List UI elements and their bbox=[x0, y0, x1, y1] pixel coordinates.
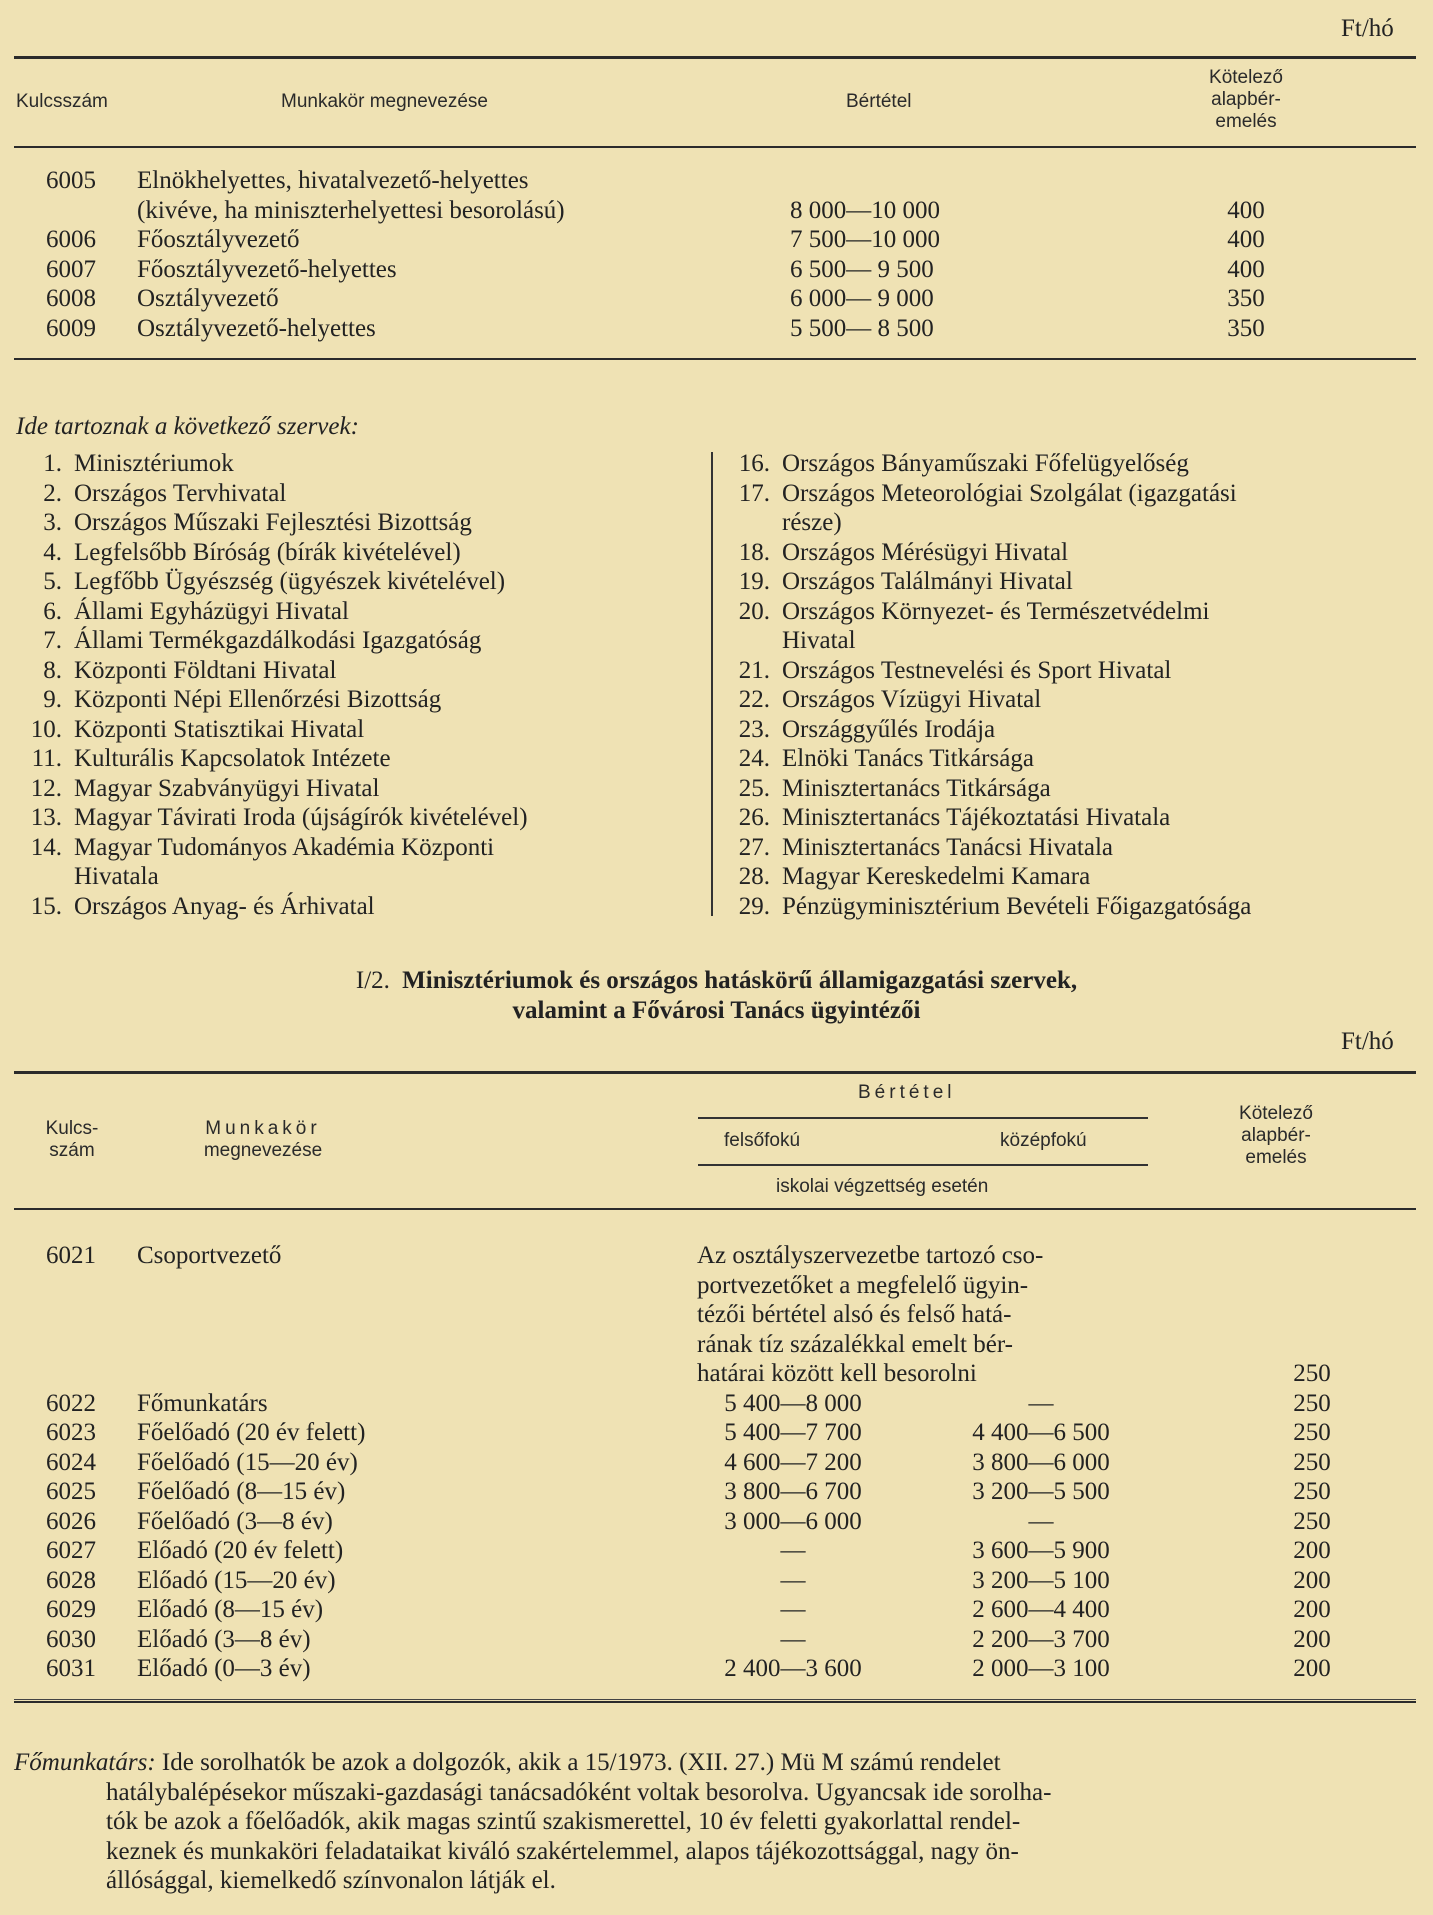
org-name: Országos Vízügyi Hivatal bbox=[782, 686, 1042, 713]
raise-cell: 250 bbox=[1293, 1419, 1331, 1446]
org-number: 26. bbox=[738, 804, 770, 831]
table2-header-code-line: szám bbox=[49, 1140, 95, 1161]
footnote-line: állósággal, kiemelkedő színvonalon látják el. bbox=[106, 1867, 556, 1894]
unit-label-top: Ft/hó bbox=[1341, 15, 1394, 42]
org-list-item bbox=[18, 774, 379, 804]
org-number: 3. bbox=[43, 509, 62, 536]
job-cell: Főelőadó (8—15 év) bbox=[137, 1478, 346, 1505]
table2-header-raise-line: Kötelező bbox=[1239, 1103, 1313, 1124]
footnote-term: Főmunkatárs: bbox=[14, 1749, 156, 1776]
secondary-education-salary-cell: 3 800—6 000 bbox=[972, 1448, 1110, 1476]
orgs-heading: Ide tartoznak a következő szervek: bbox=[16, 413, 359, 440]
job-cell: Csoportvezető bbox=[137, 1242, 282, 1269]
table2-salary-rule bbox=[698, 1117, 1148, 1119]
org-name: Pénzügyminisztérium Bevételi Főigazgatósága bbox=[782, 892, 1252, 920]
raise-cell: 250 bbox=[1293, 1389, 1331, 1417]
table2-header-code bbox=[22, 1118, 122, 1162]
table2-header-rule bbox=[14, 1208, 1416, 1210]
code-cell: 6005 bbox=[46, 167, 96, 194]
org-number: 22. bbox=[738, 686, 770, 713]
table1-header-salary: Bértétel bbox=[846, 91, 912, 112]
org-number: 18. bbox=[738, 538, 770, 566]
footnote bbox=[14, 1748, 1001, 1778]
secondary-education-salary-cell: 3 200—5 500 bbox=[972, 1478, 1110, 1505]
table2-education-rule bbox=[698, 1164, 1148, 1166]
higher-education-salary-cell: 5 400—8 000 bbox=[724, 1389, 862, 1417]
raise-cell: 350 bbox=[1227, 285, 1265, 312]
table1-bottom-rule bbox=[14, 358, 1416, 360]
raise-cell: 200 bbox=[1293, 1625, 1331, 1653]
org-list-item bbox=[18, 833, 494, 863]
table1-header-raise-line: Kötelező bbox=[1209, 67, 1283, 88]
org-name: Országgyűlés Irodája bbox=[782, 715, 996, 743]
org-name: Kulturális Kapcsolatok Intézete bbox=[74, 745, 391, 772]
salary-cell: 5 500— 8 500 bbox=[790, 314, 934, 342]
org-name: Legfelsőbb Bíróság (bírák kivételével) bbox=[74, 538, 461, 566]
table-row bbox=[0, 1654, 1433, 1684]
table-row bbox=[0, 1389, 1433, 1419]
org-list-item bbox=[18, 626, 481, 656]
job-cell: Előadó (15—20 év) bbox=[137, 1566, 336, 1594]
table2-header-secondary: középfokú bbox=[1000, 1130, 1087, 1151]
org-name: Magyar Tudományos Akadémia Központi bbox=[74, 833, 495, 861]
org-name: Minisztertanács Tanácsi Hivatala bbox=[782, 833, 1113, 861]
org-list-item bbox=[18, 685, 441, 715]
org-name: Legfőbb Ügyészség (ügyészek kivételével) bbox=[74, 568, 506, 595]
code-cell: 6030 bbox=[46, 1625, 96, 1653]
job-cell: Előadó (20 év felett) bbox=[137, 1537, 344, 1564]
org-number: 21. bbox=[738, 656, 770, 684]
org-list-item bbox=[726, 597, 1209, 627]
table-row bbox=[0, 1477, 1433, 1507]
job-cell: Előadó (8—15 év) bbox=[137, 1596, 324, 1623]
org-number: 5. bbox=[43, 568, 62, 595]
table2-header-higher: felsőfokú bbox=[724, 1130, 801, 1151]
table-row bbox=[0, 1595, 1433, 1625]
org-name: Minisztériumok bbox=[74, 450, 234, 477]
org-list-item bbox=[726, 833, 1113, 863]
secondary-education-salary-cell: 3 600—5 900 bbox=[972, 1537, 1110, 1564]
raise-cell: 400 bbox=[1227, 255, 1265, 283]
job-cell: Főosztályvezető bbox=[137, 226, 300, 253]
job-cell: Osztályvezető-helyettes bbox=[137, 314, 376, 342]
org-number: 27. bbox=[738, 833, 770, 861]
table1-header-raise bbox=[1176, 67, 1316, 133]
org-list-item bbox=[726, 479, 1237, 509]
org-number: 24. bbox=[738, 745, 770, 772]
table-row bbox=[0, 1507, 1433, 1537]
org-number: 23. bbox=[738, 715, 770, 743]
table-row bbox=[0, 255, 1433, 285]
code-cell: 6029 bbox=[46, 1596, 96, 1623]
raise-cell: 250 bbox=[1293, 1448, 1331, 1476]
secondary-education-salary-cell: — bbox=[1028, 1389, 1054, 1417]
code-cell: 6021 bbox=[46, 1242, 96, 1269]
org-list-item bbox=[18, 449, 234, 479]
job-cell: Előadó (0—3 év) bbox=[137, 1655, 311, 1682]
code-cell: 6007 bbox=[46, 255, 96, 283]
table2-note-raise: 250 bbox=[1293, 1360, 1331, 1387]
table2-header-job-line: Munkakör bbox=[205, 1118, 321, 1139]
table-row bbox=[0, 314, 1433, 344]
secondary-education-salary-cell: 2 600—4 400 bbox=[972, 1596, 1110, 1623]
table-row bbox=[0, 284, 1433, 314]
table1-header-rule bbox=[14, 146, 1416, 148]
note-line: rának tíz százalékkal emelt bér- bbox=[697, 1330, 1013, 1358]
raise-cell: 200 bbox=[1293, 1537, 1331, 1564]
job-cell: Főosztályvezető-helyettes bbox=[137, 255, 397, 283]
code-cell: 6006 bbox=[46, 226, 96, 253]
org-list-item bbox=[18, 567, 505, 597]
org-name: Országos Tervhivatal bbox=[74, 479, 287, 507]
org-number: 14. bbox=[30, 833, 62, 861]
org-number: 25. bbox=[738, 774, 770, 802]
higher-education-salary-cell: 3 000—6 000 bbox=[724, 1507, 862, 1535]
org-number: 7. bbox=[43, 627, 62, 654]
org-number: 28. bbox=[738, 863, 770, 890]
org-name: Országos Mérésügyi Hivatal bbox=[782, 538, 1069, 566]
table2-header-raise-line: emelés bbox=[1245, 1147, 1307, 1168]
org-number: 4. bbox=[43, 538, 62, 566]
table1-top-rule bbox=[14, 56, 1416, 59]
salary-cell: 6 000— 9 000 bbox=[790, 285, 934, 312]
secondary-education-salary-cell: 2 000—3 100 bbox=[972, 1655, 1110, 1682]
org-number: 17. bbox=[738, 479, 770, 507]
higher-education-salary-cell: — bbox=[780, 1566, 806, 1594]
org-number: 2. bbox=[43, 479, 62, 507]
org-list-item bbox=[18, 892, 375, 922]
org-name: Országos Meteorológiai Szolgálat (igazgatási bbox=[782, 479, 1237, 507]
org-number: 11. bbox=[31, 745, 62, 772]
table-row bbox=[0, 1566, 1433, 1596]
footnote-line: tók be azok a főelőadók, akik magas szintű szakismerettel, 10 év feletti gyakorlattal rendel- bbox=[106, 1808, 1021, 1835]
table1-header-code: Kulcsszám bbox=[16, 91, 108, 112]
table1-header-job: Munkakör megnevezése bbox=[281, 91, 488, 112]
code-cell: 6024 bbox=[46, 1448, 96, 1476]
raise-cell: 350 bbox=[1227, 314, 1265, 342]
raise-cell: 250 bbox=[1293, 1507, 1331, 1535]
org-name: Állami Termékgazdálkodási Igazgatóság bbox=[74, 627, 482, 654]
section2-title-line2: valamint a Fővárosi Tanács ügyintézői bbox=[512, 997, 921, 1024]
raise-cell: 400 bbox=[1227, 226, 1265, 253]
org-list-item bbox=[18, 715, 364, 745]
table2-top-rule bbox=[14, 1071, 1416, 1074]
job-cell: (kivéve, ha miniszterhelyettesi besorolású) bbox=[137, 196, 565, 224]
org-name: része) bbox=[782, 509, 842, 536]
org-list-item bbox=[18, 656, 336, 686]
table2-header-education: iskolai végzettség esetén bbox=[776, 1176, 989, 1197]
job-cell: Főelőadó (3—8 év) bbox=[137, 1507, 333, 1535]
higher-education-salary-cell: — bbox=[780, 1596, 806, 1623]
org-list-item bbox=[726, 538, 1068, 568]
org-name: Magyar Kereskedelmi Kamara bbox=[782, 863, 1091, 890]
org-name: Hivatal bbox=[782, 627, 856, 654]
table2-header-job bbox=[178, 1118, 348, 1162]
note-line: tézői bértétel alsó és felső hatá- bbox=[697, 1301, 1012, 1328]
raise-cell: 200 bbox=[1293, 1596, 1331, 1623]
org-list-item bbox=[18, 508, 472, 538]
code-cell: 6031 bbox=[46, 1655, 96, 1682]
raise-cell: 400 bbox=[1227, 196, 1265, 224]
org-number: 29. bbox=[738, 892, 770, 920]
org-name: Országos Bányaműszaki Főfelügyelőség bbox=[782, 450, 1189, 477]
higher-education-salary-cell: — bbox=[780, 1537, 806, 1564]
org-list-item bbox=[726, 862, 1090, 892]
footnote-line: hatálybalépésekor műszaki-gazdasági tanácsadóként voltak besorolva. Ugyancsak ide sorolha- bbox=[106, 1778, 1052, 1806]
org-list-item bbox=[18, 803, 528, 833]
table-row bbox=[0, 1448, 1433, 1478]
higher-education-salary-cell: 4 600—7 200 bbox=[724, 1448, 862, 1476]
org-name: Minisztertanács Titkársága bbox=[782, 774, 1051, 802]
org-number: 13. bbox=[30, 804, 62, 831]
org-name: Országos Műszaki Fejlesztési Bizottság bbox=[74, 509, 472, 536]
org-number: 10. bbox=[30, 715, 62, 743]
footnote-continuation bbox=[106, 1778, 1051, 1896]
orgs-column-divider bbox=[711, 452, 713, 916]
org-name: Elnöki Tanács Titkársága bbox=[782, 745, 1034, 772]
org-number: 9. bbox=[43, 686, 62, 713]
salary-cell: 6 500— 9 500 bbox=[790, 255, 934, 283]
note-line: portvezetőket a megfelelő ügyin- bbox=[697, 1271, 1029, 1299]
table-row bbox=[0, 1536, 1433, 1566]
salary-cell: 7 500—10 000 bbox=[790, 226, 940, 253]
table2-header-raise-line: alapbér- bbox=[1241, 1125, 1311, 1146]
code-cell: 6026 bbox=[46, 1507, 96, 1535]
table-row bbox=[0, 1418, 1433, 1448]
org-list-item bbox=[726, 744, 1034, 774]
org-list-item bbox=[18, 597, 349, 627]
higher-education-salary-cell: 5 400—7 700 bbox=[724, 1419, 862, 1446]
table-row bbox=[0, 166, 1433, 196]
org-number: 6. bbox=[43, 597, 62, 625]
org-list-item bbox=[18, 862, 159, 892]
table-row bbox=[0, 196, 1433, 226]
table-row bbox=[0, 1241, 1433, 1271]
raise-cell: 250 bbox=[1293, 1478, 1331, 1505]
org-list-item bbox=[18, 538, 461, 568]
org-name: Központi Földtani Hivatal bbox=[74, 656, 337, 684]
section2-number: I/2. bbox=[355, 967, 390, 994]
org-name: Magyar Szabványügyi Hivatal bbox=[74, 774, 380, 802]
org-number: 20. bbox=[738, 597, 770, 625]
org-name: Hivatala bbox=[74, 863, 159, 890]
table2-header-code-line: Kulcs- bbox=[45, 1118, 99, 1139]
table2-header-job-line: megnevezése bbox=[203, 1140, 323, 1161]
org-list-item bbox=[18, 479, 286, 509]
code-cell: 6028 bbox=[46, 1566, 96, 1594]
code-cell: 6009 bbox=[46, 314, 96, 342]
code-cell: 6022 bbox=[46, 1389, 96, 1417]
org-list-item bbox=[726, 715, 995, 745]
org-number: 15. bbox=[30, 892, 62, 920]
code-cell: 6025 bbox=[46, 1478, 96, 1505]
unit-label-section2: Ft/hó bbox=[1341, 1028, 1394, 1055]
table2-bottom-rule-extra bbox=[14, 1699, 1416, 1700]
org-name: Országos Anyag- és Árhivatal bbox=[74, 892, 375, 920]
org-name: Minisztertanács Tájékoztatási Hivatala bbox=[782, 804, 1171, 831]
org-name: Állami Egyházügyi Hivatal bbox=[74, 597, 349, 625]
org-list-item bbox=[726, 626, 856, 656]
org-number: 12. bbox=[30, 774, 62, 802]
org-name: Magyar Távirati Iroda (újságírók kivételével) bbox=[74, 804, 528, 831]
job-cell: Főmunkatárs bbox=[137, 1389, 268, 1417]
raise-cell: 200 bbox=[1293, 1655, 1331, 1682]
code-cell: 6008 bbox=[46, 285, 96, 312]
footnote-line: keznek és munkaköri feladataikat kiváló szakértelemmel, alapos tájékozottsággal, nagy ön- bbox=[106, 1837, 1019, 1865]
table2-header-raise bbox=[1206, 1103, 1346, 1169]
higher-education-salary-cell: 3 800—6 700 bbox=[724, 1478, 862, 1505]
job-cell: Főelőadó (20 év felett) bbox=[137, 1419, 366, 1446]
org-list-item bbox=[726, 803, 1170, 833]
org-list-item bbox=[726, 685, 1041, 715]
org-list-item bbox=[726, 892, 1251, 922]
job-cell: Előadó (3—8 év) bbox=[137, 1625, 311, 1653]
org-name: Központi Népi Ellenőrzési Bizottság bbox=[74, 686, 442, 713]
code-cell: 6027 bbox=[46, 1537, 96, 1564]
org-number: 1. bbox=[43, 450, 62, 477]
secondary-education-salary-cell: — bbox=[1028, 1507, 1054, 1535]
table1-header-raise-line: alapbér- bbox=[1211, 89, 1281, 110]
note-line: Az osztályszervezetbe tartozó cso- bbox=[697, 1242, 1044, 1269]
org-name: Országos Környezet- és Természetvédelmi bbox=[782, 597, 1210, 625]
table-row bbox=[0, 1625, 1433, 1655]
org-list-item bbox=[726, 656, 1171, 686]
higher-education-salary-cell: — bbox=[780, 1625, 806, 1653]
higher-education-salary-cell: 2 400—3 600 bbox=[724, 1655, 862, 1682]
org-number: 16. bbox=[738, 450, 770, 477]
job-cell: Osztályvezető bbox=[137, 285, 279, 312]
section2-title-line1: Minisztériumok és országos hatáskörű államigazgatási szervek, bbox=[402, 967, 1078, 994]
secondary-education-salary-cell: 2 200—3 700 bbox=[972, 1625, 1110, 1653]
job-cell: Főelőadó (15—20 év) bbox=[137, 1448, 358, 1476]
org-number: 19. bbox=[738, 568, 770, 595]
table-row bbox=[0, 225, 1433, 255]
footnote-first-line: Ide sorolhatók be azok a dolgozók, akik a 15/1973. (XII. 27.) Mü M számú rendelet bbox=[161, 1749, 1001, 1776]
org-name: Országos Találmányi Hivatal bbox=[782, 568, 1073, 595]
table1-header-raise-line: emelés bbox=[1215, 111, 1277, 132]
org-list-item bbox=[726, 449, 1189, 479]
job-cell: Elnökhelyettes, hivatalvezető-helyettes bbox=[137, 167, 529, 194]
org-name: Országos Testnevelési és Sport Hivatal bbox=[782, 656, 1172, 684]
secondary-education-salary-cell: 3 200—5 100 bbox=[972, 1566, 1110, 1594]
raise-cell: 200 bbox=[1293, 1566, 1331, 1594]
org-number: 8. bbox=[43, 656, 62, 684]
org-name: Központi Statisztikai Hivatal bbox=[74, 715, 365, 743]
org-list-item bbox=[726, 774, 1051, 804]
table2-header-salary: Bértétel bbox=[858, 1082, 956, 1103]
secondary-education-salary-cell: 4 400—6 500 bbox=[972, 1419, 1110, 1446]
org-list-item bbox=[726, 508, 842, 538]
section2-title bbox=[0, 966, 1433, 996]
code-cell: 6023 bbox=[46, 1419, 96, 1446]
salary-cell: 8 000—10 000 bbox=[790, 196, 940, 224]
org-list-item bbox=[726, 567, 1073, 597]
org-list-item bbox=[18, 744, 391, 774]
note-line: határai között kell besorolni bbox=[697, 1360, 977, 1387]
table2-bottom-rule bbox=[14, 1701, 1416, 1703]
